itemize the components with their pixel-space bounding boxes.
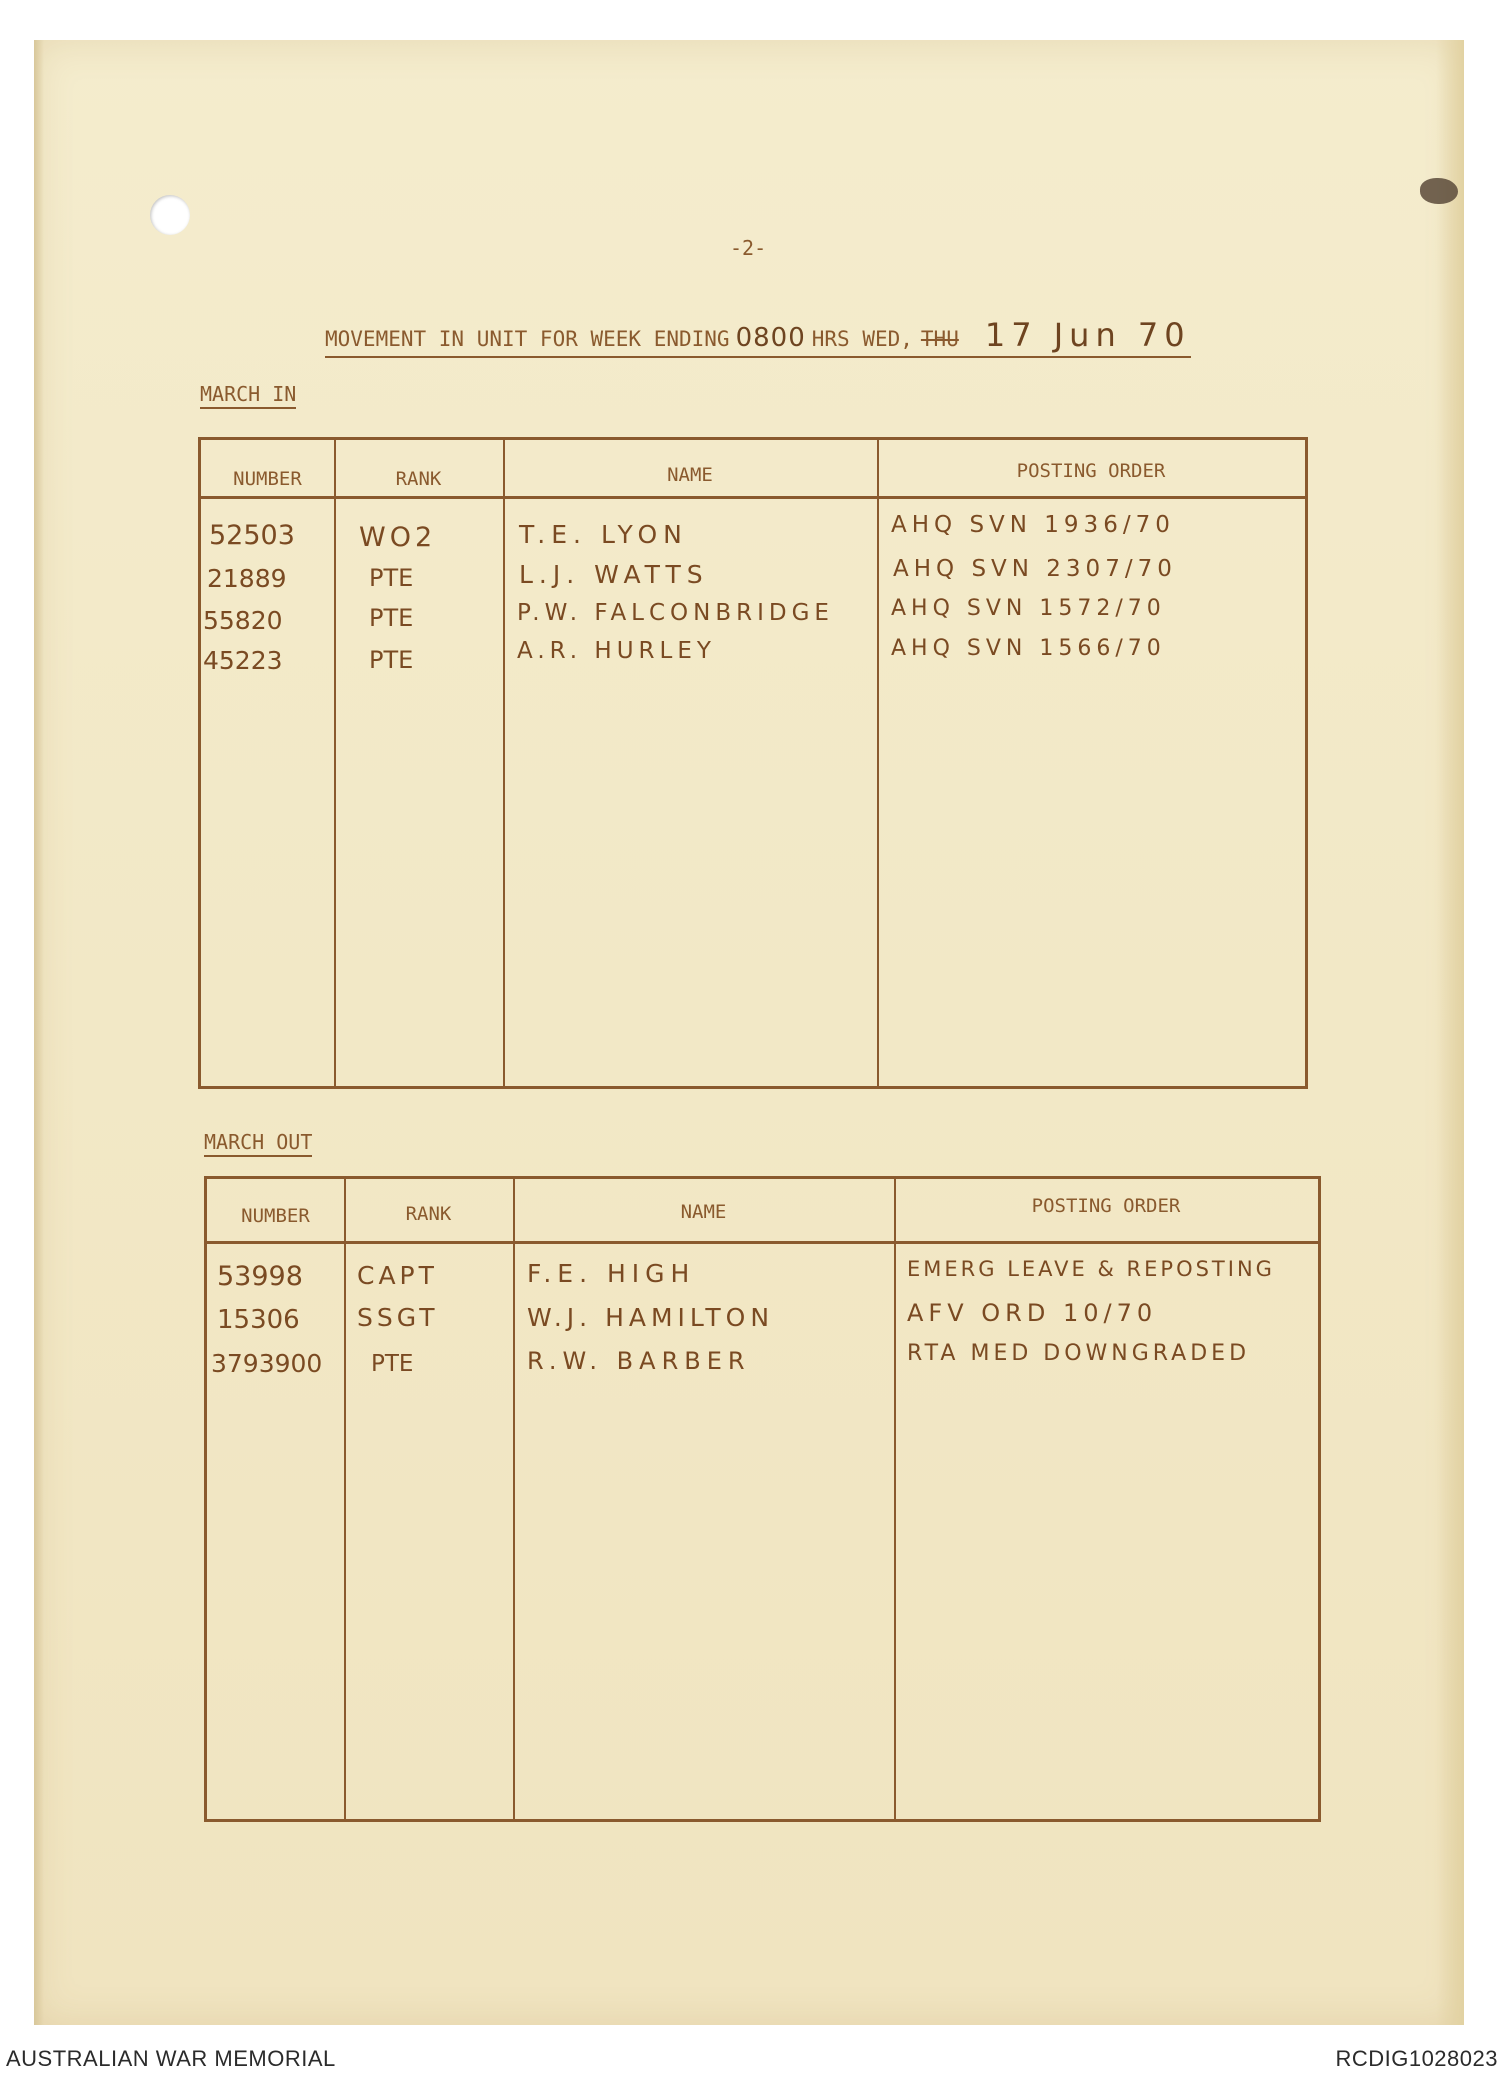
march-in-row2-name: L.J. WATTS xyxy=(519,560,709,589)
march-in-divider-name xyxy=(877,440,879,1086)
march-in-header-posting-order: POSTING ORDER xyxy=(1016,460,1166,482)
march-out-header-name: NAME xyxy=(680,1201,727,1223)
march-in-row4-name: A.R. HURLEY xyxy=(517,638,716,664)
heading-typed-prefix: MOVEMENT IN UNIT FOR WEEK ENDING xyxy=(325,327,730,351)
march-out-divider-rank xyxy=(513,1179,515,1819)
march-in-row3-rank: PTE xyxy=(369,604,414,632)
march-in-row4-posting-order: AHQ SVN 1566/70 xyxy=(891,636,1166,661)
march-out-divider-number xyxy=(344,1179,346,1819)
march-in-row3-name: P.W. FALCONBRIDGE xyxy=(517,600,834,626)
march-out-table xyxy=(204,1176,1321,1822)
march-in-header-line xyxy=(201,496,1305,499)
footer-record-id: RCDIG1028023 xyxy=(1335,2046,1498,2071)
ink-blot xyxy=(1420,178,1458,204)
march-in-divider-number xyxy=(334,440,336,1086)
march-in-row1-number: 52503 xyxy=(209,520,295,551)
heading-date: 17 Jun 70 xyxy=(984,316,1191,354)
march-in-header-name: NAME xyxy=(667,464,713,486)
punch-hole xyxy=(150,195,190,235)
march-in-row1-rank: WO2 xyxy=(359,522,437,553)
march-out-label: MARCH OUT xyxy=(204,1130,312,1157)
march-out-header-posting-order: POSTING ORDER xyxy=(1031,1195,1181,1217)
march-in-row4-rank: PTE xyxy=(369,646,414,674)
march-in-row3-posting-order: AHQ SVN 1572/70 xyxy=(891,596,1166,621)
march-out-header-rank: RANK xyxy=(405,1203,452,1225)
march-out-row1-rank: CAPT xyxy=(357,1261,438,1290)
march-out-header-number: NUMBER xyxy=(241,1205,310,1227)
march-in-row4-number: 45223 xyxy=(203,646,283,675)
march-out-row3-name: R.W. BARBER xyxy=(527,1347,751,1375)
march-in-row2-posting-order: AHQ SVN 2307/70 xyxy=(893,556,1177,582)
march-in-row2-number: 21889 xyxy=(207,564,287,593)
march-in-row3-number: 55820 xyxy=(203,606,283,635)
march-in-row1-posting-order: AHQ SVN 1936/70 xyxy=(891,512,1175,538)
document-heading xyxy=(325,316,1191,358)
paper-left-shadow xyxy=(34,40,44,2025)
march-in-row2-rank: PTE xyxy=(369,564,414,592)
march-in-table xyxy=(198,437,1308,1089)
heading-time: 0800 xyxy=(735,323,806,353)
march-in-header-rank: RANK xyxy=(395,468,442,490)
heading-typed-mid: HRS WED, xyxy=(811,327,913,351)
march-out-row3-rank: PTE xyxy=(371,1351,414,1377)
march-out-row3-posting-order: RTA MED DOWNGRADED xyxy=(907,1341,1251,1366)
march-out-row1-posting-order: EMERG LEAVE & REPOSTING xyxy=(907,1257,1275,1281)
footer-archive-name: AUSTRALIAN WAR MEMORIAL xyxy=(6,2046,336,2071)
march-out-row3-number: 3793900 xyxy=(211,1349,323,1378)
march-out-row2-name: W.J. HAMILTON xyxy=(527,1303,775,1332)
heading-struck-day: THU xyxy=(920,327,959,351)
paper-right-shadow xyxy=(1436,40,1464,2025)
page-number: -2- xyxy=(730,236,767,260)
march-out-divider-name xyxy=(894,1179,896,1819)
march-out-header-line xyxy=(207,1241,1318,1244)
march-in-row1-name: T.E. LYON xyxy=(519,520,688,549)
march-out-row2-posting-order: AFV ORD 10/70 xyxy=(907,1299,1158,1327)
march-in-divider-rank xyxy=(503,440,505,1086)
march-out-row2-rank: SSGT xyxy=(357,1303,439,1332)
march-out-row1-name: F.E. HIGH xyxy=(527,1259,696,1288)
march-in-header-number: NUMBER xyxy=(233,468,302,490)
march-in-label: MARCH IN xyxy=(200,382,296,409)
march-out-row1-number: 53998 xyxy=(217,1261,303,1292)
march-out-row2-number: 15306 xyxy=(217,1305,300,1335)
